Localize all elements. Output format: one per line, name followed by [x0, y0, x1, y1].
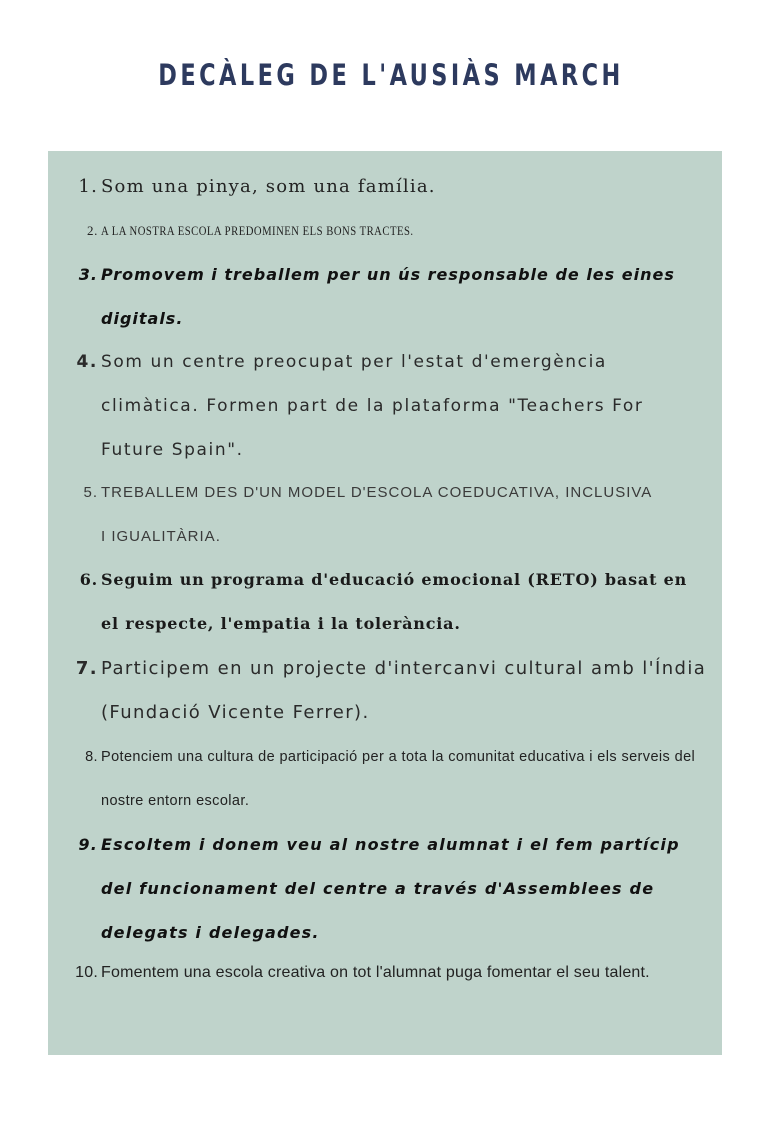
item-number: 1.: [78, 176, 98, 197]
item-text: Escoltem i donem veu al nostre alumnat i el fem partícip del funcionament del centre a través d'Assemblees de delegats i delegades.: [101, 835, 680, 942]
item-number: 9.: [78, 835, 98, 854]
item-text: Som un centre preocupat per l'estat d'emergència climàtica. Formen part de la plataforma "Teachers For Future Spain".: [101, 352, 644, 460]
item-text: Promovem i treballem per un ús responsable de les eines digitals.: [101, 265, 675, 328]
item-number: 8.: [85, 749, 98, 765]
item-text: Fomentem una escola creativa on tot l'alumnat puga fomentar el seu talent.: [101, 964, 650, 981]
item-text: TREBALLEM DES D'UN MODEL D'ESCOLA COEDUCATIVA, INCLUSIVA I IGUALITÀRIA.: [101, 484, 652, 545]
item-number: 6.: [79, 570, 98, 589]
decalogue-panel: [48, 151, 722, 1055]
item-text: A LA NOSTRA ESCOLA PREDOMINEN ELS BONS TRACTES.: [101, 223, 414, 238]
item-number: 4.: [76, 352, 98, 372]
item-number: 2.: [87, 223, 98, 238]
item-number: 10.: [75, 964, 98, 981]
page-title: DECÀLEG DE L'AUSIÀS MARCH: [158, 58, 624, 92]
item-text: Participem en un projecte d'intercanvi cultural amb l'Índia (Fundació Vicente Ferrer).: [101, 658, 707, 723]
item-number: 5.: [83, 484, 98, 501]
item-text: Som una pinya, som una família.: [101, 176, 436, 197]
item-text: Potenciem una cultura de participació per a tota la comunitat educativa i els serveis del nostre entorn escolar.: [101, 749, 696, 809]
item-number: 3.: [78, 265, 98, 284]
item-number: 7.: [75, 658, 98, 679]
item-text: Seguim un programa d'educació emocional (RETO) basat en el respecte, l'empatia i la tolerància.: [101, 570, 688, 633]
